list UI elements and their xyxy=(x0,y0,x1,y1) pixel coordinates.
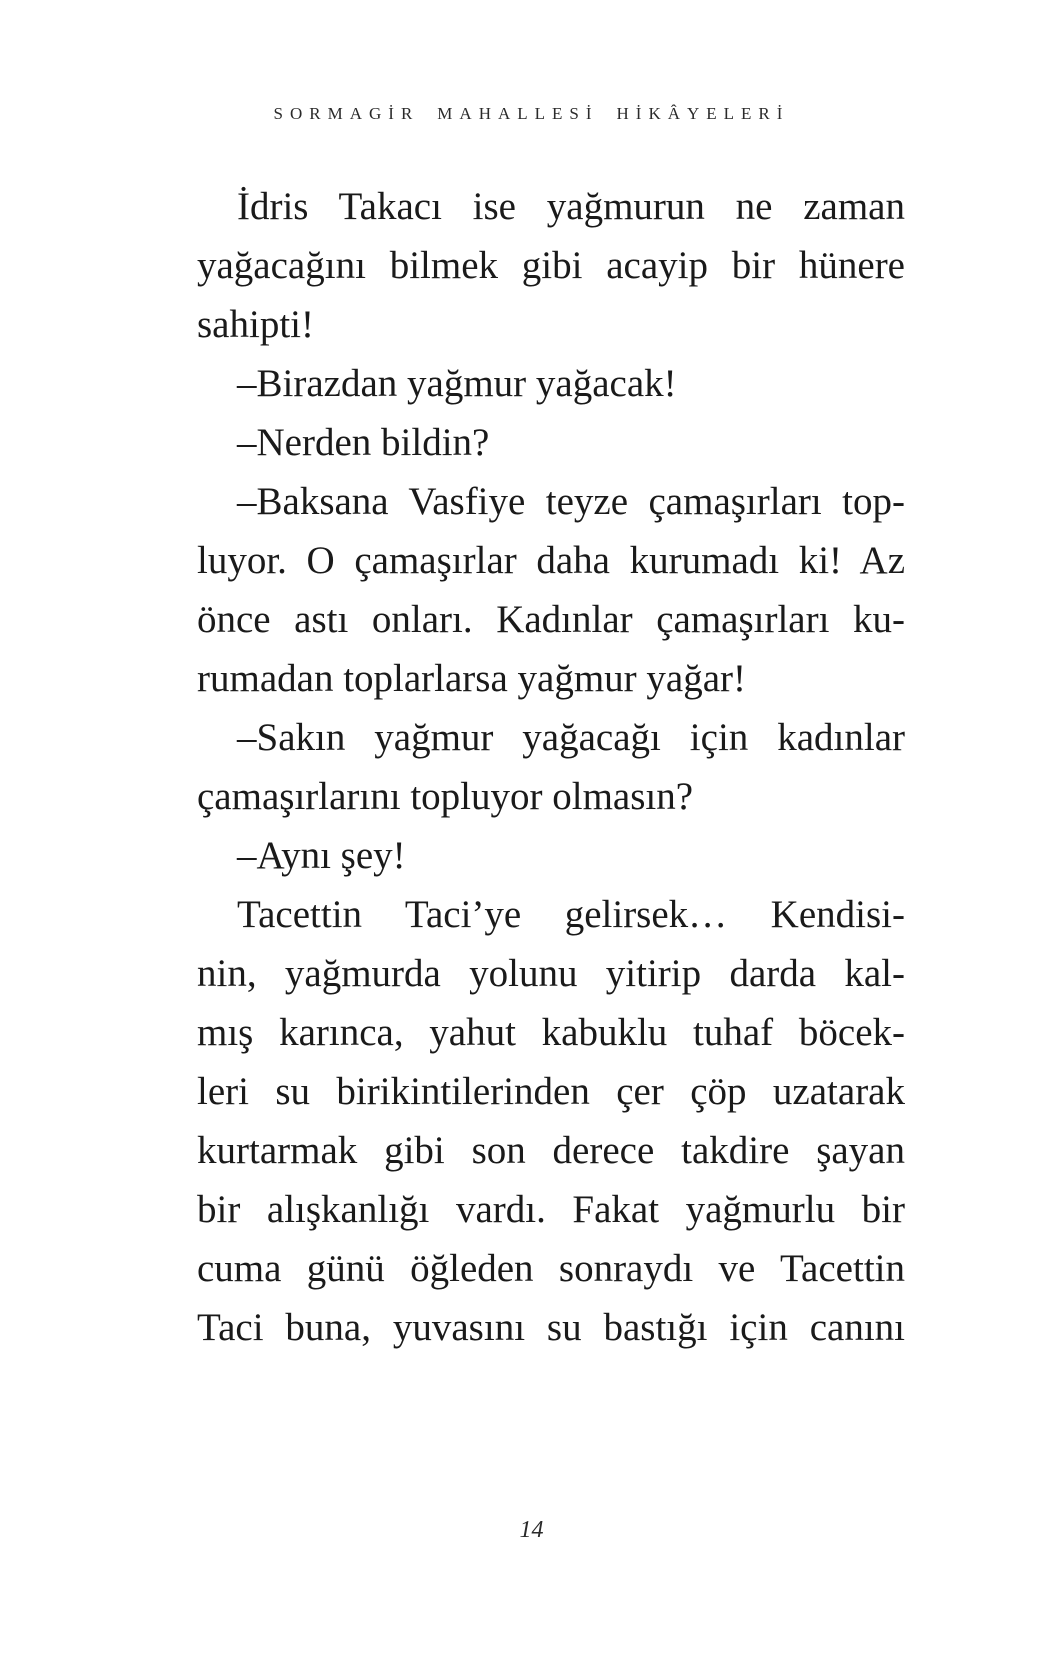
text-line: –Baksana Vasfiye teyze çamaşırları top- xyxy=(237,480,905,523)
text-line: cuma günü öğleden sonraydı ve Tacettin xyxy=(197,1247,905,1290)
text-line: sahipti! xyxy=(197,303,314,346)
text-line: nin, yağmurda yolunu yitirip darda kal- xyxy=(197,952,905,995)
text-line: luyor. O çamaşırlar daha kurumadı ki! Az xyxy=(197,539,905,582)
text-line: İdris Takacı ise yağmurun ne zaman xyxy=(237,185,905,228)
text-line: rumadan toplarlarsa yağmur yağar! xyxy=(197,657,747,700)
text-line: çamaşırlarını topluyor olmasın? xyxy=(197,775,694,818)
running-head-word-2: MAHALLESİ xyxy=(437,104,599,123)
text-line: –Sakın yağmur yağacağı için kadınlar xyxy=(237,716,905,759)
running-head-word-1: SORMAGİR xyxy=(273,104,420,123)
text-line: bir alışkanlığı vardı. Fakat yağmurlu bir xyxy=(197,1188,905,1231)
text-line: –Nerden bildin? xyxy=(237,421,490,464)
page-number: 14 xyxy=(519,1517,544,1543)
text-line: kurtarmak gibi son derece takdire şayan xyxy=(197,1129,905,1172)
running-head-word-3: HİKÂYELERİ xyxy=(616,104,790,123)
running-head xyxy=(0,104,1063,124)
text-line: –Aynı şey! xyxy=(237,834,406,877)
text-line: önce astı onları. Kadınlar çamaşırları ku- xyxy=(197,598,905,641)
text-line: Taci buna, yuvasını su bastığı için canını xyxy=(197,1306,905,1349)
text-line: Tacettin Taci’ye gelirsek… Kendisi- xyxy=(237,893,905,936)
text-line: –Birazdan yağmur yağacak! xyxy=(237,362,677,405)
text-line: leri su birikintilerinden çer çöp uzatarak xyxy=(197,1070,905,1113)
text-line: yağacağını bilmek gibi acayip bir hünere xyxy=(197,244,905,287)
text-line: mış karınca, yahut kabuklu tuhaf böcek- xyxy=(197,1011,905,1054)
